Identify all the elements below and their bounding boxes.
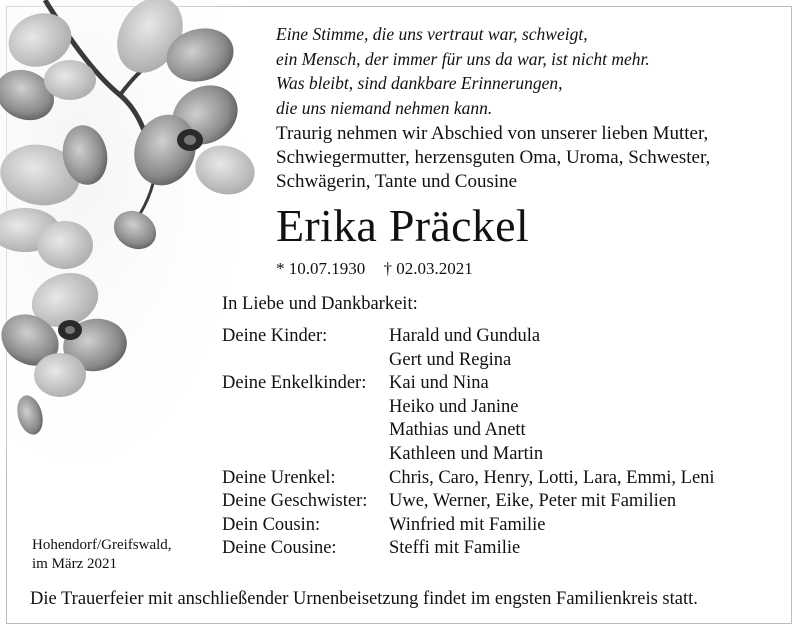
intro-line: Schwägerin, Tante und Cousine <box>276 171 518 192</box>
relation-label: Deine Cousine: <box>222 538 337 559</box>
family-row <box>222 514 715 538</box>
verse-line: ein Mensch, der immer für uns da war, ist nicht mehr. <box>276 48 650 69</box>
family-row <box>222 537 715 561</box>
family-row <box>222 349 715 373</box>
memorial-verse <box>276 22 776 120</box>
relative-names: Winfried mit Familie <box>389 514 546 535</box>
relation-label: Dein Cousin: <box>222 514 321 535</box>
orchid-flowers-icon <box>0 0 260 470</box>
relative-names: Kathleen und Martin <box>389 443 544 464</box>
relation-label: Deine Enkelkinder: <box>222 373 367 394</box>
family-row <box>222 467 715 491</box>
relative-names: Heiko und Janine <box>389 396 519 417</box>
relative-names: Steffi mit Familie <box>389 538 521 559</box>
intro-line: Traurig nehmen wir Abschied von unserer lieben Mutter, <box>276 123 709 144</box>
love-heading: In Liebe und Dankbarkeit: <box>222 294 418 314</box>
intro-line: Schwiegermutter, herzensguten Oma, Uroma, Schwester, <box>276 147 711 168</box>
place-line: Hohendorf/Greifswald, <box>32 537 172 553</box>
relative-names: Gert und Regina <box>389 349 512 370</box>
relation-label <box>222 396 389 420</box>
family-row <box>222 490 715 514</box>
verse-line: Eine Stimme, die uns vertraut war, schweigt, <box>276 24 588 44</box>
verse-line: Was bleibt, sind dankbare Erinnerungen, <box>276 73 563 93</box>
family-row <box>222 396 715 420</box>
relative-names: Uwe, Werner, Eike, Peter mit Familien <box>389 491 677 512</box>
birth-date: * 10.07.1930 <box>276 259 366 278</box>
relative-names: Kai und Nina <box>389 373 489 394</box>
relative-names: Mathias und Anett <box>389 420 526 441</box>
relation-label: Deine Kinder: <box>222 326 328 346</box>
family-row <box>222 372 715 396</box>
family-row <box>222 443 715 467</box>
place-and-date <box>32 536 172 574</box>
family-list <box>222 325 715 561</box>
relation-label: Deine Geschwister: <box>222 491 368 512</box>
family-row <box>222 325 715 349</box>
verse-line: die uns niemand nehmen kann. <box>276 97 493 118</box>
relation-label <box>222 443 389 467</box>
family-row <box>222 419 715 443</box>
death-date: † 02.03.2021 <box>383 259 473 278</box>
relation-label <box>222 349 389 373</box>
life-dates <box>276 258 473 280</box>
funeral-notice: Die Trauerfeier mit anschließender Urnenbeisetzung findet im engsten Familienkreis statt. <box>30 589 698 609</box>
date-line: im März 2021 <box>32 556 117 572</box>
relation-label: Deine Urenkel: <box>222 467 336 488</box>
deceased-name: Erika Präckel <box>276 200 529 251</box>
farewell-intro <box>276 122 786 194</box>
relative-names: Chris, Caro, Henry, Lotti, Lara, Emmi, Leni <box>389 467 715 488</box>
relative-names: Harald und Gundula <box>389 326 541 346</box>
relation-label <box>222 419 389 443</box>
